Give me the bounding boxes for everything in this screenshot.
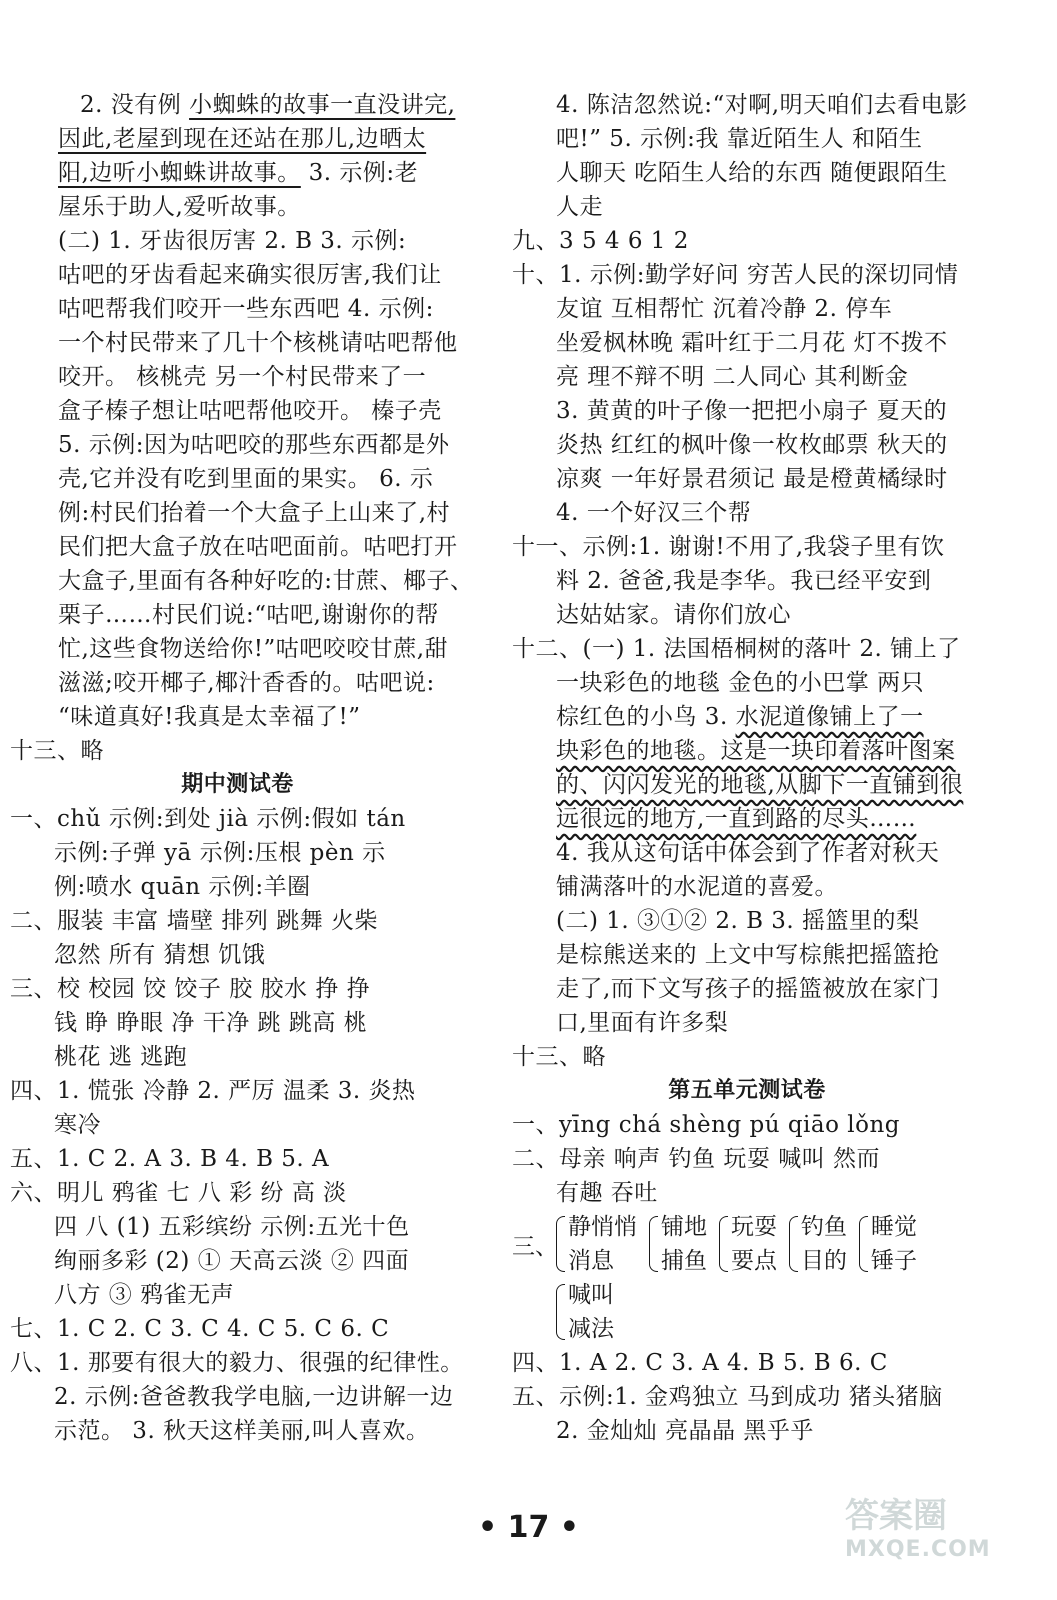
- answer-line: 4. 一个好汉三个帮: [556, 500, 752, 526]
- answer-line: 咕吧帮我们咬开一些东西吧 4. 示例:: [58, 296, 434, 322]
- word-group: 铺地 捕鱼: [649, 1210, 707, 1278]
- answer-line: 一个村民带来了几十个核桃请咕吧帮他: [58, 330, 458, 356]
- answer-line: 4. 陈洁忽然说:“对啊,明天咱们去看电影: [556, 92, 968, 118]
- answer-line: 4. 我从这句话中体会到了作者对秋天: [556, 840, 940, 866]
- answer-line: 绚丽多彩 (2) ① 天高云淡 ② 四面: [54, 1248, 410, 1274]
- answer-line: 3. 黄黄的叶子像一把把小扇子 夏天的: [556, 398, 948, 424]
- answer-line: 桃花 逃 逃跑: [54, 1044, 188, 1070]
- answer-line: 寒冷: [54, 1112, 101, 1138]
- word-group: 玩耍 要点: [719, 1210, 777, 1278]
- answer-line: 十三、略: [10, 738, 104, 764]
- word-group: 喊叫 减法: [556, 1278, 614, 1346]
- answer-line: 达姑姑家。请你们放心: [556, 602, 791, 628]
- answer-line: 盒子榛子想让咕吧帮他咬开。 榛子壳: [58, 398, 442, 424]
- answer-line: 2. 金灿灿 亮晶晶 黑乎乎: [556, 1418, 814, 1444]
- answer-line: 的、闪闪发光的地毯,从脚下一直铺到很: [556, 772, 964, 798]
- answer-line: “味道真好!我真是太幸福了!”: [58, 704, 361, 730]
- section-heading: 第五单元测试卷: [668, 1078, 826, 1103]
- answer-line: (二) 1. 牙齿很厉害 2. B 3. 示例:: [58, 228, 407, 254]
- word-group-row: [512, 1278, 982, 1346]
- answer-line: 民们把大盒子放在咕吧面前。咕吧打开: [58, 534, 458, 560]
- answer-line: 三、校 校园 饺 饺子 胶 胶水 挣 挣: [10, 976, 371, 1002]
- answer-line: 有趣 吞吐: [556, 1180, 658, 1206]
- answer-line: 2. 示例:爸爸教我学电脑,一边讲解一边: [54, 1384, 454, 1410]
- answer-line: 一、chǔ 示例:到处 jià 示例:假如 tán: [10, 806, 406, 832]
- answer-line: 一、yīng chá shèng pú qiāo lǒng: [512, 1112, 901, 1138]
- answer-line: 例:喷水 quān 示例:羊圈: [54, 874, 311, 900]
- answer-line: 十一、示例:1. 谢谢!不用了,我袋子里有饮: [512, 534, 945, 560]
- answer-line: 凉爽 一年好景君须记 最是橙黄橘绿时: [556, 466, 948, 492]
- answer-line: 阳,边听小蜘蛛讲故事。 3. 示例:老: [58, 160, 419, 186]
- answer-line: 滋滋;咬开椰子,椰汁香香的。咕吧说:: [58, 670, 435, 696]
- answer-line: 口,里面有许多梨: [556, 1010, 729, 1036]
- answer-line: 是棕熊送来的 上文中写棕熊把摇篮抢: [556, 942, 940, 968]
- answer-line: 四、1. A 2. C 3. A 4. B 5. B 6. C: [512, 1350, 888, 1376]
- answer-line: 坐爱枫林晚 霜叶红于二月花 灯不拨不: [556, 330, 948, 356]
- answer-line: 十三、略: [512, 1044, 606, 1070]
- answer-line: 七、1. C 2. C 3. C 4. C 5. C 6. C: [10, 1316, 390, 1342]
- answer-line: 块彩色的地毯。这是一块印着落叶图案: [556, 738, 956, 764]
- answer-line: 人走: [556, 194, 603, 220]
- answer-line: 走了,而下文写孩子的摇篮被放在家门: [556, 976, 940, 1002]
- answer-line: 例:村民们抬着一个大盒子上山来了,村: [58, 500, 451, 526]
- left-column: [10, 88, 474, 1448]
- answer-line: 八方 ③ 鸦雀无声: [54, 1282, 235, 1308]
- answer-line: 2. 没有例 小蜘蛛的故事一直没讲完,: [80, 92, 456, 118]
- answer-line: 二、母亲 响声 钓鱼 玩耍 喊叫 然而: [512, 1146, 881, 1172]
- answer-line: 栗子……村民们说:“咕吧,谢谢你的帮: [58, 602, 439, 628]
- word-group-row: 三、 静悄悄 消息 铺地 捕鱼 玩耍 要点 钓鱼 目的 睡觉 锤子: [512, 1210, 982, 1278]
- answer-line: 友谊 互相帮忙 沉着冷静 2. 停车: [556, 296, 893, 322]
- answer-line: 人聊天 吃陌生人给的东西 随便跟陌生: [556, 160, 948, 186]
- answer-line: 四 八 (1) 五彩缤纷 示例:五光十色: [54, 1214, 410, 1240]
- answer-line: 六、明儿 鸦雀 七 八 彩 纷 高 淡: [10, 1180, 347, 1206]
- answer-line: 忽然 所有 猜想 饥饿: [54, 942, 266, 968]
- answer-line: 示范。 3. 秋天这样美丽,叫人喜欢。: [54, 1418, 430, 1444]
- word-group: 静悄悄 消息: [556, 1210, 637, 1278]
- right-column: [512, 88, 982, 1448]
- answer-line: (二) 1. ③①② 2. B 3. 摇篮里的梨: [556, 908, 920, 934]
- answer-line: 五、示例:1. 金鸡独立 马到成功 猪头猪脑: [512, 1384, 943, 1410]
- answer-line: 四、1. 慌张 冷静 2. 严厉 温柔 3. 炎热: [10, 1078, 416, 1104]
- answer-line: 因此,老屋到现在还站在那儿,边晒太: [58, 126, 427, 152]
- page-number: • 17 •: [478, 1510, 579, 1545]
- section-heading: 期中测试卷: [181, 772, 294, 797]
- answer-line: 亮 理不辩不明 二人同心 其利断金: [556, 364, 909, 390]
- answer-line: 铺满落叶的水泥道的喜爱。: [556, 874, 838, 900]
- answer-line: 一块彩色的地毯 金色的小巴掌 两只: [556, 670, 925, 696]
- word-group: 睡觉 锤子: [859, 1210, 917, 1278]
- answer-line: 壳,它并没有吃到里面的果实。 6. 示: [58, 466, 434, 492]
- answer-line: 二、服装 丰富 墙壁 排列 跳舞 火柴: [10, 908, 379, 934]
- answer-line: 忙,这些食物送给你!”咕吧咬咬甘蔗,甜: [58, 636, 449, 662]
- answer-line: 十二、(一) 1. 法国梧桐树的落叶 2. 铺上了: [512, 636, 961, 662]
- answer-line: 屋乐于助人,爱听故事。: [58, 194, 301, 220]
- answer-line: 八、1. 那要有很大的毅力、很强的纪律性。: [10, 1350, 464, 1376]
- answer-line: 大盒子,里面有各种好吃的:甘蔗、椰子、: [58, 568, 474, 594]
- word-group: 钓鱼 目的: [789, 1210, 847, 1278]
- watermark-logo: 答案圈 MXQE.COM: [845, 1496, 991, 1562]
- answer-line: 钱 睁 睁眼 净 干净 跳 跳高 桃: [54, 1010, 368, 1036]
- answer-line: 咕吧的牙齿看起来确实很厉害,我们让: [58, 262, 442, 288]
- answer-line: 五、1. C 2. A 3. B 4. B 5. A: [10, 1146, 330, 1172]
- answer-line: 吧!” 5. 示例:我 靠近陌生人 和陌生: [556, 126, 923, 152]
- answer-line: 九、3 5 4 6 1 2: [512, 228, 689, 254]
- answer-line: 料 2. 爸爸,我是李华。我已经平安到: [556, 568, 932, 594]
- answer-line: 炎热 红红的枫叶像一枚枚邮票 秋天的: [556, 432, 948, 458]
- answer-line: 远很远的地方,一直到路的尽头……: [556, 806, 917, 832]
- answer-line: 十、1. 示例:勤学好问 穷苦人民的深切同情: [512, 262, 959, 288]
- answer-line: 棕红色的小鸟 3. 水泥道像铺上了一: [556, 704, 924, 730]
- answer-line: 咬开。 核桃壳 另一个村民带来了一: [58, 364, 427, 390]
- answer-line: 示例:子弹 yā 示例:压根 pèn 示: [54, 840, 386, 866]
- answer-line: 5. 示例:因为咕吧咬的那些东西都是外: [58, 432, 450, 458]
